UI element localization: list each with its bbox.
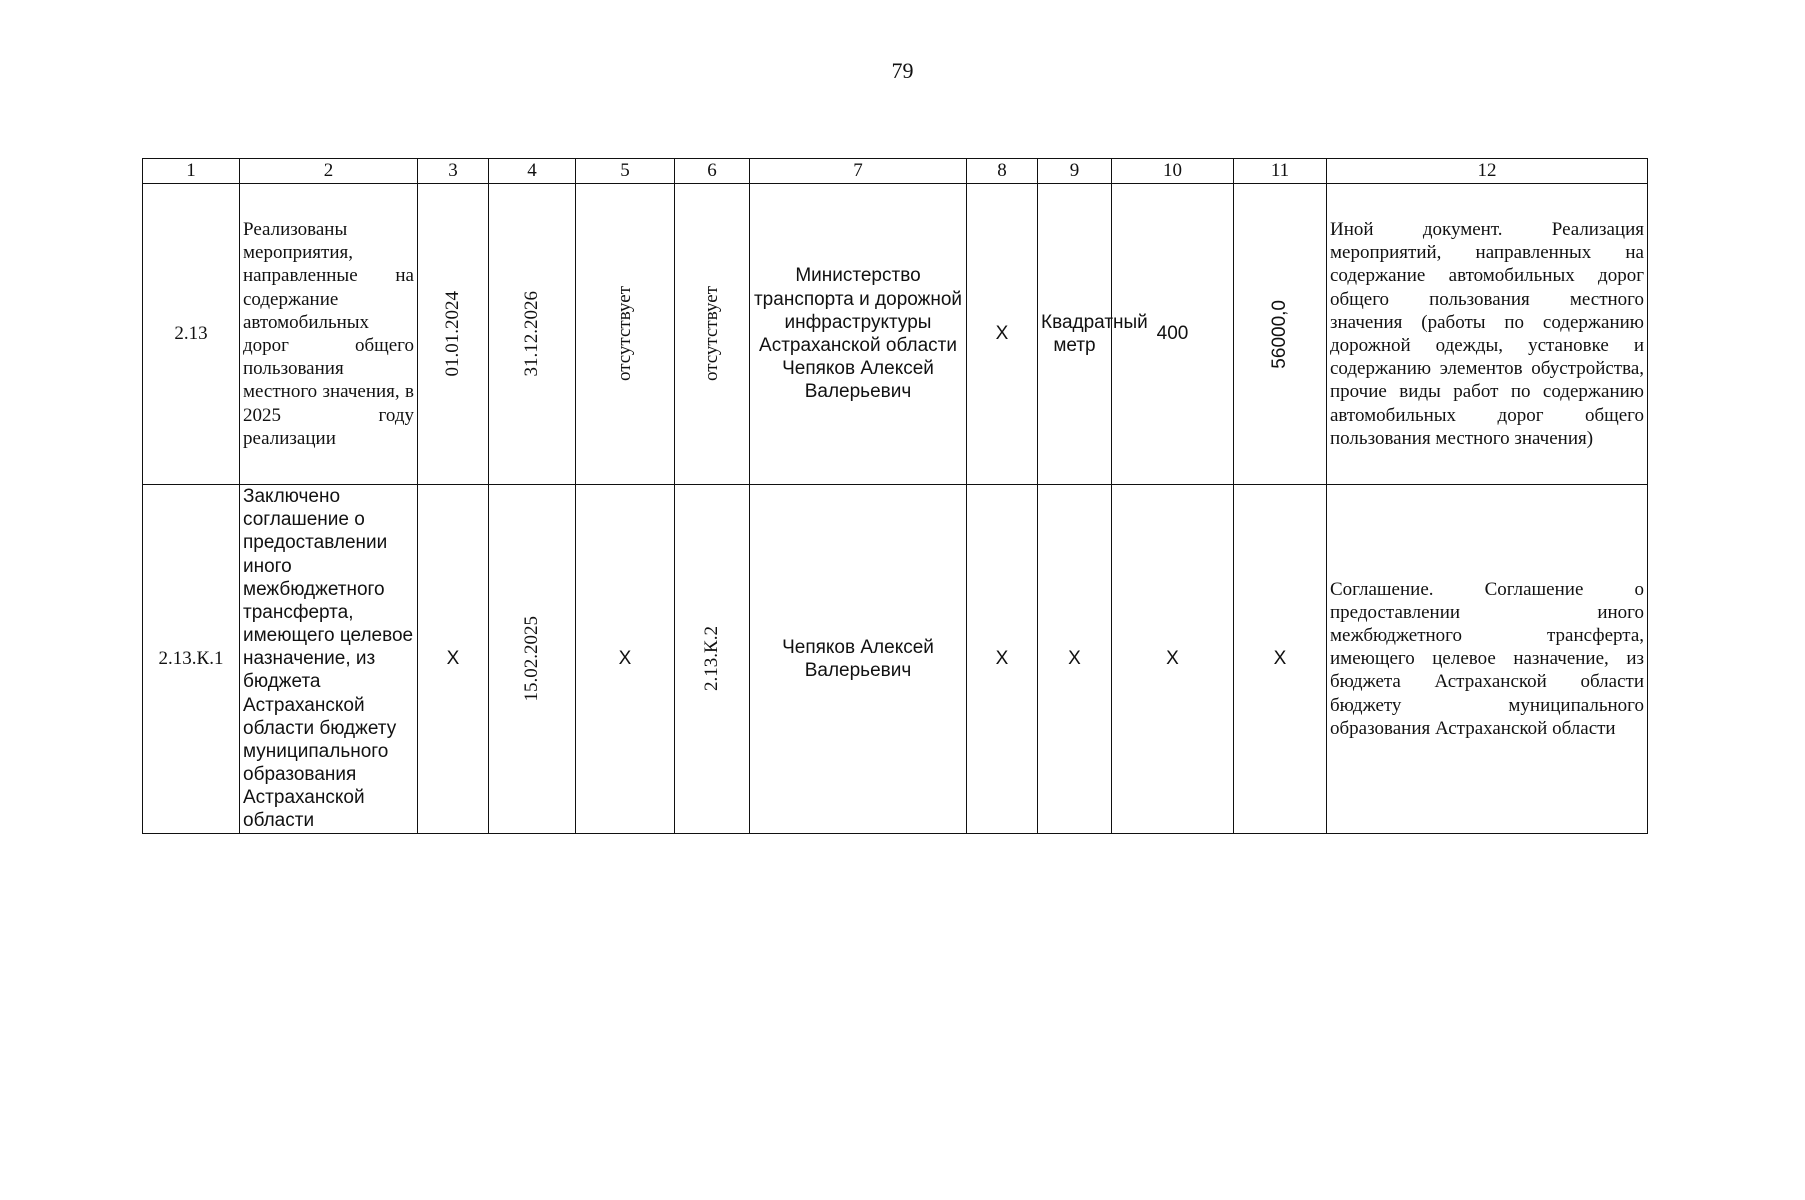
column-header: 11	[1234, 159, 1327, 184]
column-header: 10	[1112, 159, 1234, 184]
value-cell: X	[1112, 485, 1234, 834]
data-table	[142, 158, 1648, 834]
unit-cell: Квадратный метр	[1038, 184, 1112, 485]
col5-cell	[576, 184, 675, 485]
unit-cell: X	[1038, 485, 1112, 834]
table-row	[143, 485, 1648, 834]
column-header: 9	[1038, 159, 1112, 184]
row-number-cell: 2.13.К.1	[143, 485, 240, 834]
start-date-cell: X	[418, 485, 489, 834]
value-cell: 400	[1112, 184, 1234, 485]
end-date-text: 31.12.2026	[521, 291, 543, 377]
col6-text: 2.13.К.2	[701, 626, 723, 692]
column-header: 8	[967, 159, 1038, 184]
amount-text: 56000,0	[1269, 299, 1291, 369]
col8-cell: X	[967, 485, 1038, 834]
column-header: 7	[750, 159, 967, 184]
responsible-cell: Министерство транспорта и дорожной инфраструктуры Астраханской области Чепяков Алексей Валерьевич	[750, 184, 967, 485]
amount-cell	[1234, 184, 1327, 485]
column-header: 6	[675, 159, 750, 184]
end-date-cell	[489, 184, 576, 485]
result-description-cell: Реализованы мероприятия, направленные на содержание автомобильных дорог общего пользования местного значения, в 2025 году реализации	[240, 184, 418, 485]
start-date-text: 01.01.2024	[442, 291, 464, 377]
col6-cell	[675, 485, 750, 834]
column-header: 4	[489, 159, 576, 184]
result-description-cell: Заключено соглашение о предоставлении иного межбюджетного трансферта, имеющего целевое назначение, из бюджета Астраханской области бюджету муниципального образования Астраханской области	[240, 485, 418, 834]
page-number: 79	[891, 58, 914, 83]
end-date-text: 15.02.2025	[521, 616, 543, 702]
col5-text: отсутствует	[614, 286, 636, 382]
responsible-cell: Чепяков Алексей Валерьевич	[750, 485, 967, 834]
document-cell: Иной документ. Реализация мероприятий, направленных на содержание автомобильных дорог общего пользования местного значения (работы по содержанию дорожной одежды, установке и содержанию элементов обустройства, прочие виды работ по содержанию автомобильных дорог общего пользования местного значения)	[1327, 184, 1648, 485]
col6-text: отсутствует	[701, 286, 723, 382]
column-header: 2	[240, 159, 418, 184]
column-header: 5	[576, 159, 675, 184]
col8-cell: X	[967, 184, 1038, 485]
column-header: 12	[1327, 159, 1648, 184]
column-header: 3	[418, 159, 489, 184]
column-header: 1	[143, 159, 240, 184]
start-date-cell	[418, 184, 489, 485]
row-number-cell: 2.13	[143, 184, 240, 485]
col5-cell: X	[576, 485, 675, 834]
end-date-cell	[489, 485, 576, 834]
amount-cell: X	[1234, 485, 1327, 834]
document-cell: Соглашение. Соглашение о предоставлении иного межбюджетного трансферта, имеющего целевое назначение, из бюджета Астраханской области бюджету муниципального образования Астраханской области	[1327, 485, 1648, 834]
table-row	[143, 184, 1648, 485]
table-header-row	[143, 159, 1648, 184]
col6-cell	[675, 184, 750, 485]
